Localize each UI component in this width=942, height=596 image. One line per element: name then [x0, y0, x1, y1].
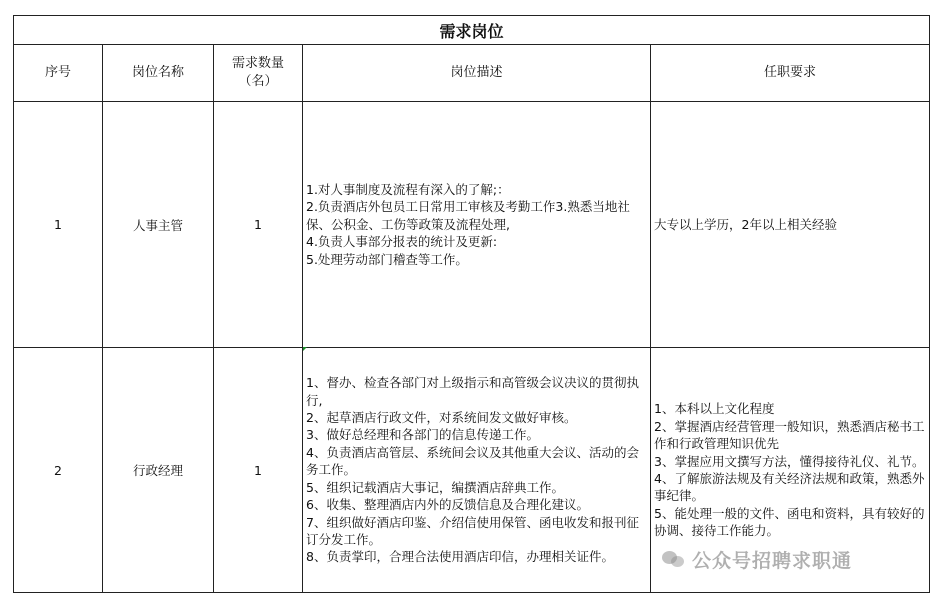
row-count: 1: [214, 348, 303, 593]
req-line: 3、掌握应用文撰写方法，懂得接待礼仪、礼节。: [654, 453, 925, 469]
row-count: 1: [214, 102, 303, 348]
req-line: 5、能处理一般的文件、函电和资料，具有较好的协调、接待工作能力。: [654, 505, 925, 539]
header-count-line1: 需求数量: [231, 56, 284, 71]
row-name: 人事主管: [103, 102, 214, 348]
header-row: [14, 45, 930, 102]
row-name: 行政经理: [103, 348, 214, 593]
req-line: 1、本科以上文化程度: [654, 401, 775, 417]
header-count: [214, 45, 303, 102]
watermark: [662, 544, 920, 574]
desc-line: 5、组织记载酒店大事记，编撰酒店辞典工作。: [306, 479, 564, 495]
req-line: 大专以上学历，2年以上相关经验: [654, 216, 837, 232]
desc-line: 8、负责掌印，合理合法使用酒店印信，办理相关证件。: [306, 549, 614, 565]
wechat-icon: [662, 549, 686, 569]
row-desc: [303, 102, 651, 348]
row-seq: 1: [14, 102, 103, 348]
desc-line: 2、起草酒店行政文件，对系统间发文做好审核。: [306, 410, 577, 426]
desc-line: 4.负责人事部分报表的统计及更新:: [306, 234, 498, 250]
header-name: 岗位名称: [103, 45, 214, 102]
table-row: [14, 102, 930, 348]
row-req: [651, 102, 930, 348]
header-count-line2: （名）: [238, 74, 278, 89]
desc-line: 1、督办、检查各部门对上级指示和高管级会议决议的贯彻执行,: [306, 375, 639, 408]
row-desc: [303, 348, 651, 593]
desc-line: 6、收集、整理酒店内外的反馈信息及合理化建议。: [306, 497, 589, 513]
header-seq: 序号: [14, 45, 103, 102]
header-desc: 岗位描述: [303, 45, 651, 102]
desc-line: 4、负责酒店高管层、系统间会议及其他重大会议、活动的会务工作。: [306, 444, 639, 478]
table-title: 需求岗位: [14, 16, 930, 45]
header-req: 任职要求: [651, 45, 930, 102]
cell-comment-marker: [303, 347, 307, 351]
watermark-text: 公众号招聘求职通: [692, 549, 853, 572]
req-line: 4、了解旅游法规及有关经济法规和政策，熟悉外事纪律。: [654, 471, 925, 504]
desc-line: 1.对人事制度及流程有深入的了解;：: [306, 181, 510, 197]
desc-line: 5.处理劳动部门稽查等工作。: [306, 251, 468, 267]
desc-line: 7、组织做好酒店印鉴、介绍信使用保管、函电收发和报刊征订分发工作。: [306, 514, 639, 547]
desc-line: 2.负责酒店外包员工日常用工审核及考勤工作3.熟悉当地社保、公积金、工伤等政策及流程处理,: [306, 199, 630, 232]
row-seq: 2: [14, 348, 103, 593]
desc-line: 3、做好总经理和各部门的信息传递工作。: [306, 427, 539, 443]
job-requirements-table: [13, 15, 930, 593]
req-line: 2、掌握酒店经营管理一般知识，熟悉酒店秘书工作和行政管理知识优先: [654, 418, 925, 452]
